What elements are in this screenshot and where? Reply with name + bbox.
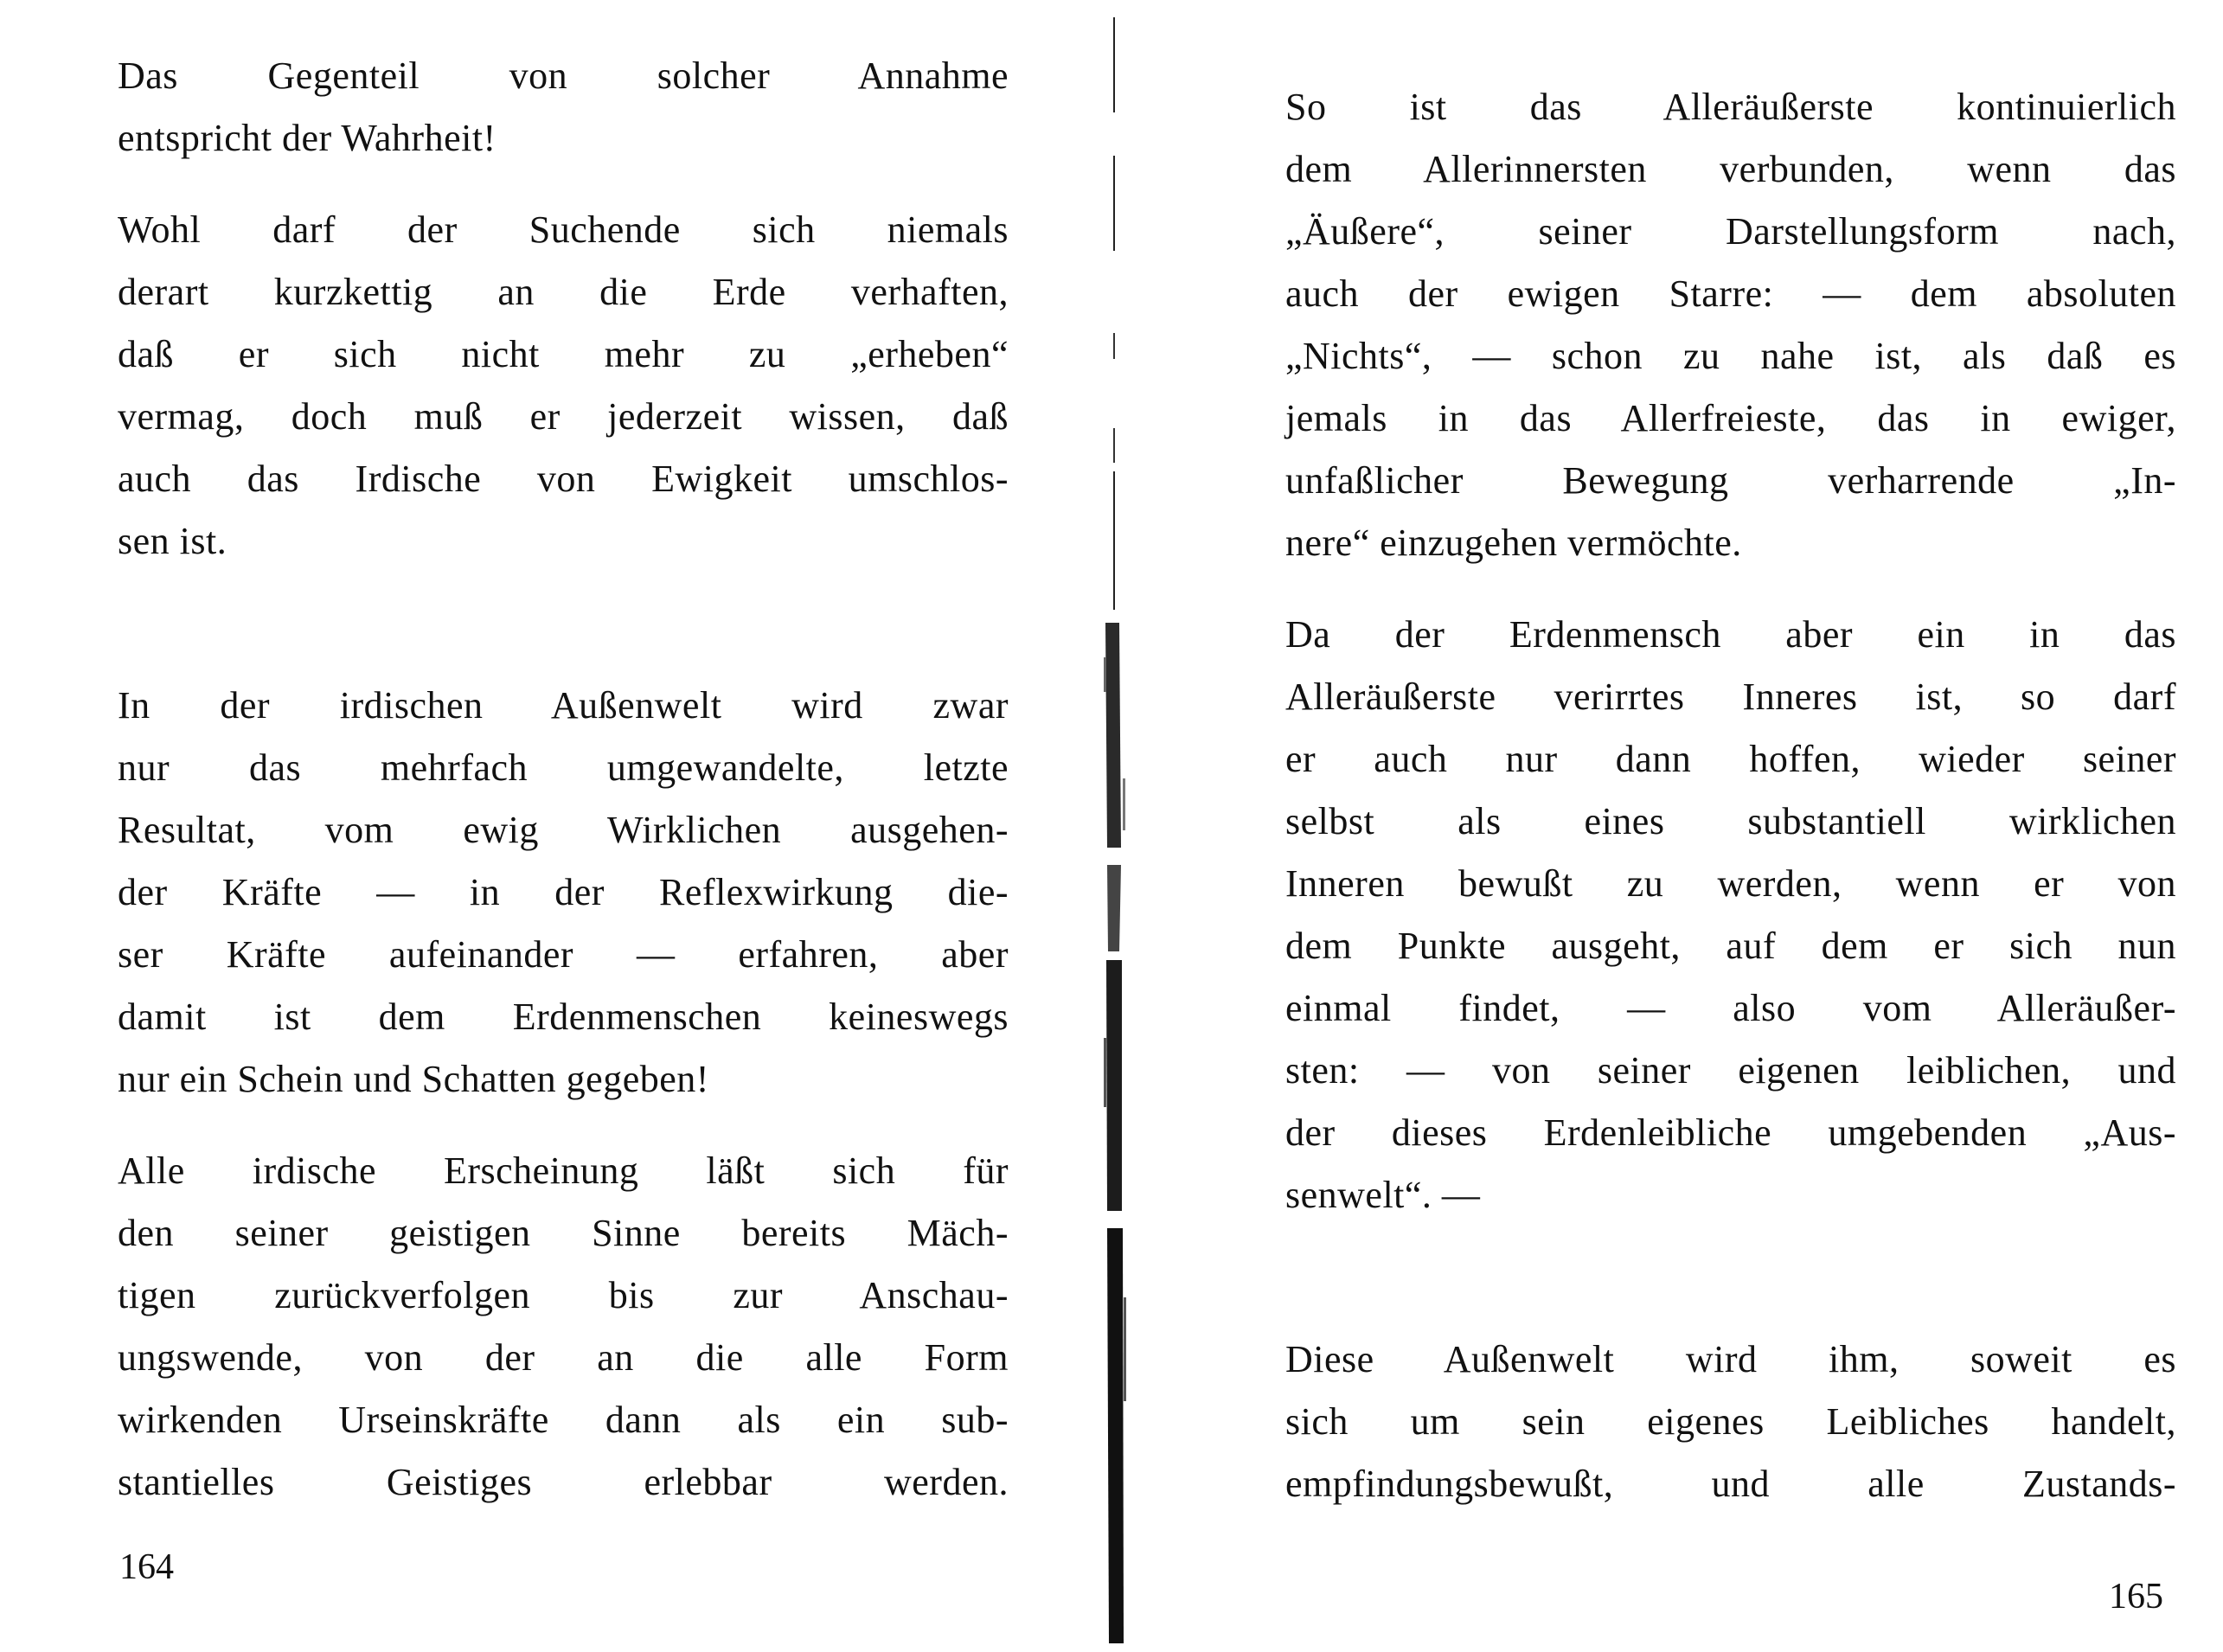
text-line: der dieses Erdenleibliche umgebenden „Aus- — [1285, 1111, 2176, 1154]
text-line: „Nichts“, — schon zu nahe ist, als daß es — [1285, 335, 2176, 377]
text-line: Alle irdische Erscheinung läßt sich für — [118, 1149, 1009, 1192]
paragraph — [118, 199, 1009, 573]
page-number: 164 — [119, 1547, 174, 1587]
book-gutter-shadow — [1097, 0, 1131, 1652]
text-line: tigen zurückverfolgen bis zur Anschau- — [118, 1274, 1009, 1316]
text-line: Alleräußerste verirrtes Inneres ist, so darf — [1285, 676, 2176, 718]
paragraph — [118, 1140, 1009, 1514]
paragraph — [1285, 1329, 2176, 1515]
left-page-text — [118, 45, 1009, 1514]
text-line: Da der Erdenmensch aber ein in das — [1285, 613, 2176, 656]
text-line: senwelt“. — — [1285, 1174, 1481, 1216]
text-line: nur ein Schein und Schatten gegeben! — [118, 1058, 709, 1100]
paragraph — [118, 45, 1009, 170]
text-line: der Kräfte — in der Reflexwirkung die- — [118, 871, 1009, 913]
text-line: Resultat, vom ewig Wirklichen ausgehen- — [118, 809, 1009, 851]
text-line: sten: — von seiner eigenen leiblichen, und — [1285, 1049, 2176, 1092]
text-line: selbst als eines substantiell wirklichen — [1285, 800, 2176, 842]
text-line: entspricht der Wahrheit! — [118, 117, 496, 159]
text-line: auch das Irdische von Ewigkeit umschlos- — [118, 458, 1009, 500]
text-line: In der irdischen Außenwelt wird zwar — [118, 684, 1009, 727]
text-line: Das Gegenteil von solcher Annahme — [118, 54, 1009, 97]
text-line: den seiner geistigen Sinne bereits Mäch- — [118, 1212, 1009, 1254]
text-line: ungswende, von der an die alle Form — [118, 1336, 1009, 1379]
text-line: er auch nur dann hoffen, wieder seiner — [1285, 738, 2176, 780]
text-line: stantielles Geistiges erlebbar werden. — [118, 1461, 1009, 1503]
right-page — [1133, 0, 2223, 1652]
text-line: Diese Außenwelt wird ihm, soweit es — [1285, 1338, 2176, 1380]
text-line: einmal findet, — also vom Alleräußer- — [1285, 987, 2176, 1029]
page-number: 165 — [2109, 1577, 2163, 1617]
text-line: wirkenden Urseinskräfte dann als ein sub- — [118, 1399, 1009, 1441]
text-line: daß er sich nicht mehr zu „erheben“ — [118, 333, 1009, 375]
text-line: nur das mehrfach umgewandelte, letzte — [118, 746, 1009, 789]
text-line: unfaßlicher Bewegung verharrende „In- — [1285, 459, 2176, 502]
text-line: damit ist dem Erdenmenschen keineswegs — [118, 996, 1009, 1038]
text-line: „Äußere“, seiner Darstellungsform nach, — [1285, 210, 2176, 253]
text-line: Inneren bewußt zu werden, wenn er von — [1285, 862, 2176, 905]
text-line: nere“ einzugehen vermöchte. — [1285, 522, 1742, 564]
text-line: dem Allerinnersten verbunden, wenn das — [1285, 148, 2176, 190]
text-line: dem Punkte ausgeht, auf dem er sich nun — [1285, 925, 2176, 967]
text-line: So ist das Alleräußerste kontinuierlich — [1285, 86, 2176, 128]
left-page — [0, 0, 1090, 1652]
text-line: sich um sein eigenes Leibliches handelt, — [1285, 1400, 2176, 1443]
text-line: derart kurzkettig an die Erde verhaften, — [118, 271, 1009, 313]
paragraph — [118, 675, 1009, 1111]
paragraph — [1285, 76, 2176, 574]
text-line: empfindungsbewußt, und alle Zustands- — [1285, 1463, 2176, 1505]
right-page-text — [1285, 76, 2176, 1515]
text-line: jemals in das Allerfreieste, das in ewiger, — [1285, 397, 2176, 439]
text-line: sen ist. — [118, 520, 227, 562]
text-line: Wohl darf der Suchende sich niemals — [118, 208, 1009, 251]
paragraph — [1285, 604, 2176, 1226]
text-line: ser Kräfte aufeinander — erfahren, aber — [118, 933, 1009, 976]
text-line: auch der ewigen Starre: — dem absoluten — [1285, 272, 2176, 315]
text-line: vermag, doch muß er jederzeit wissen, daß — [118, 395, 1009, 438]
